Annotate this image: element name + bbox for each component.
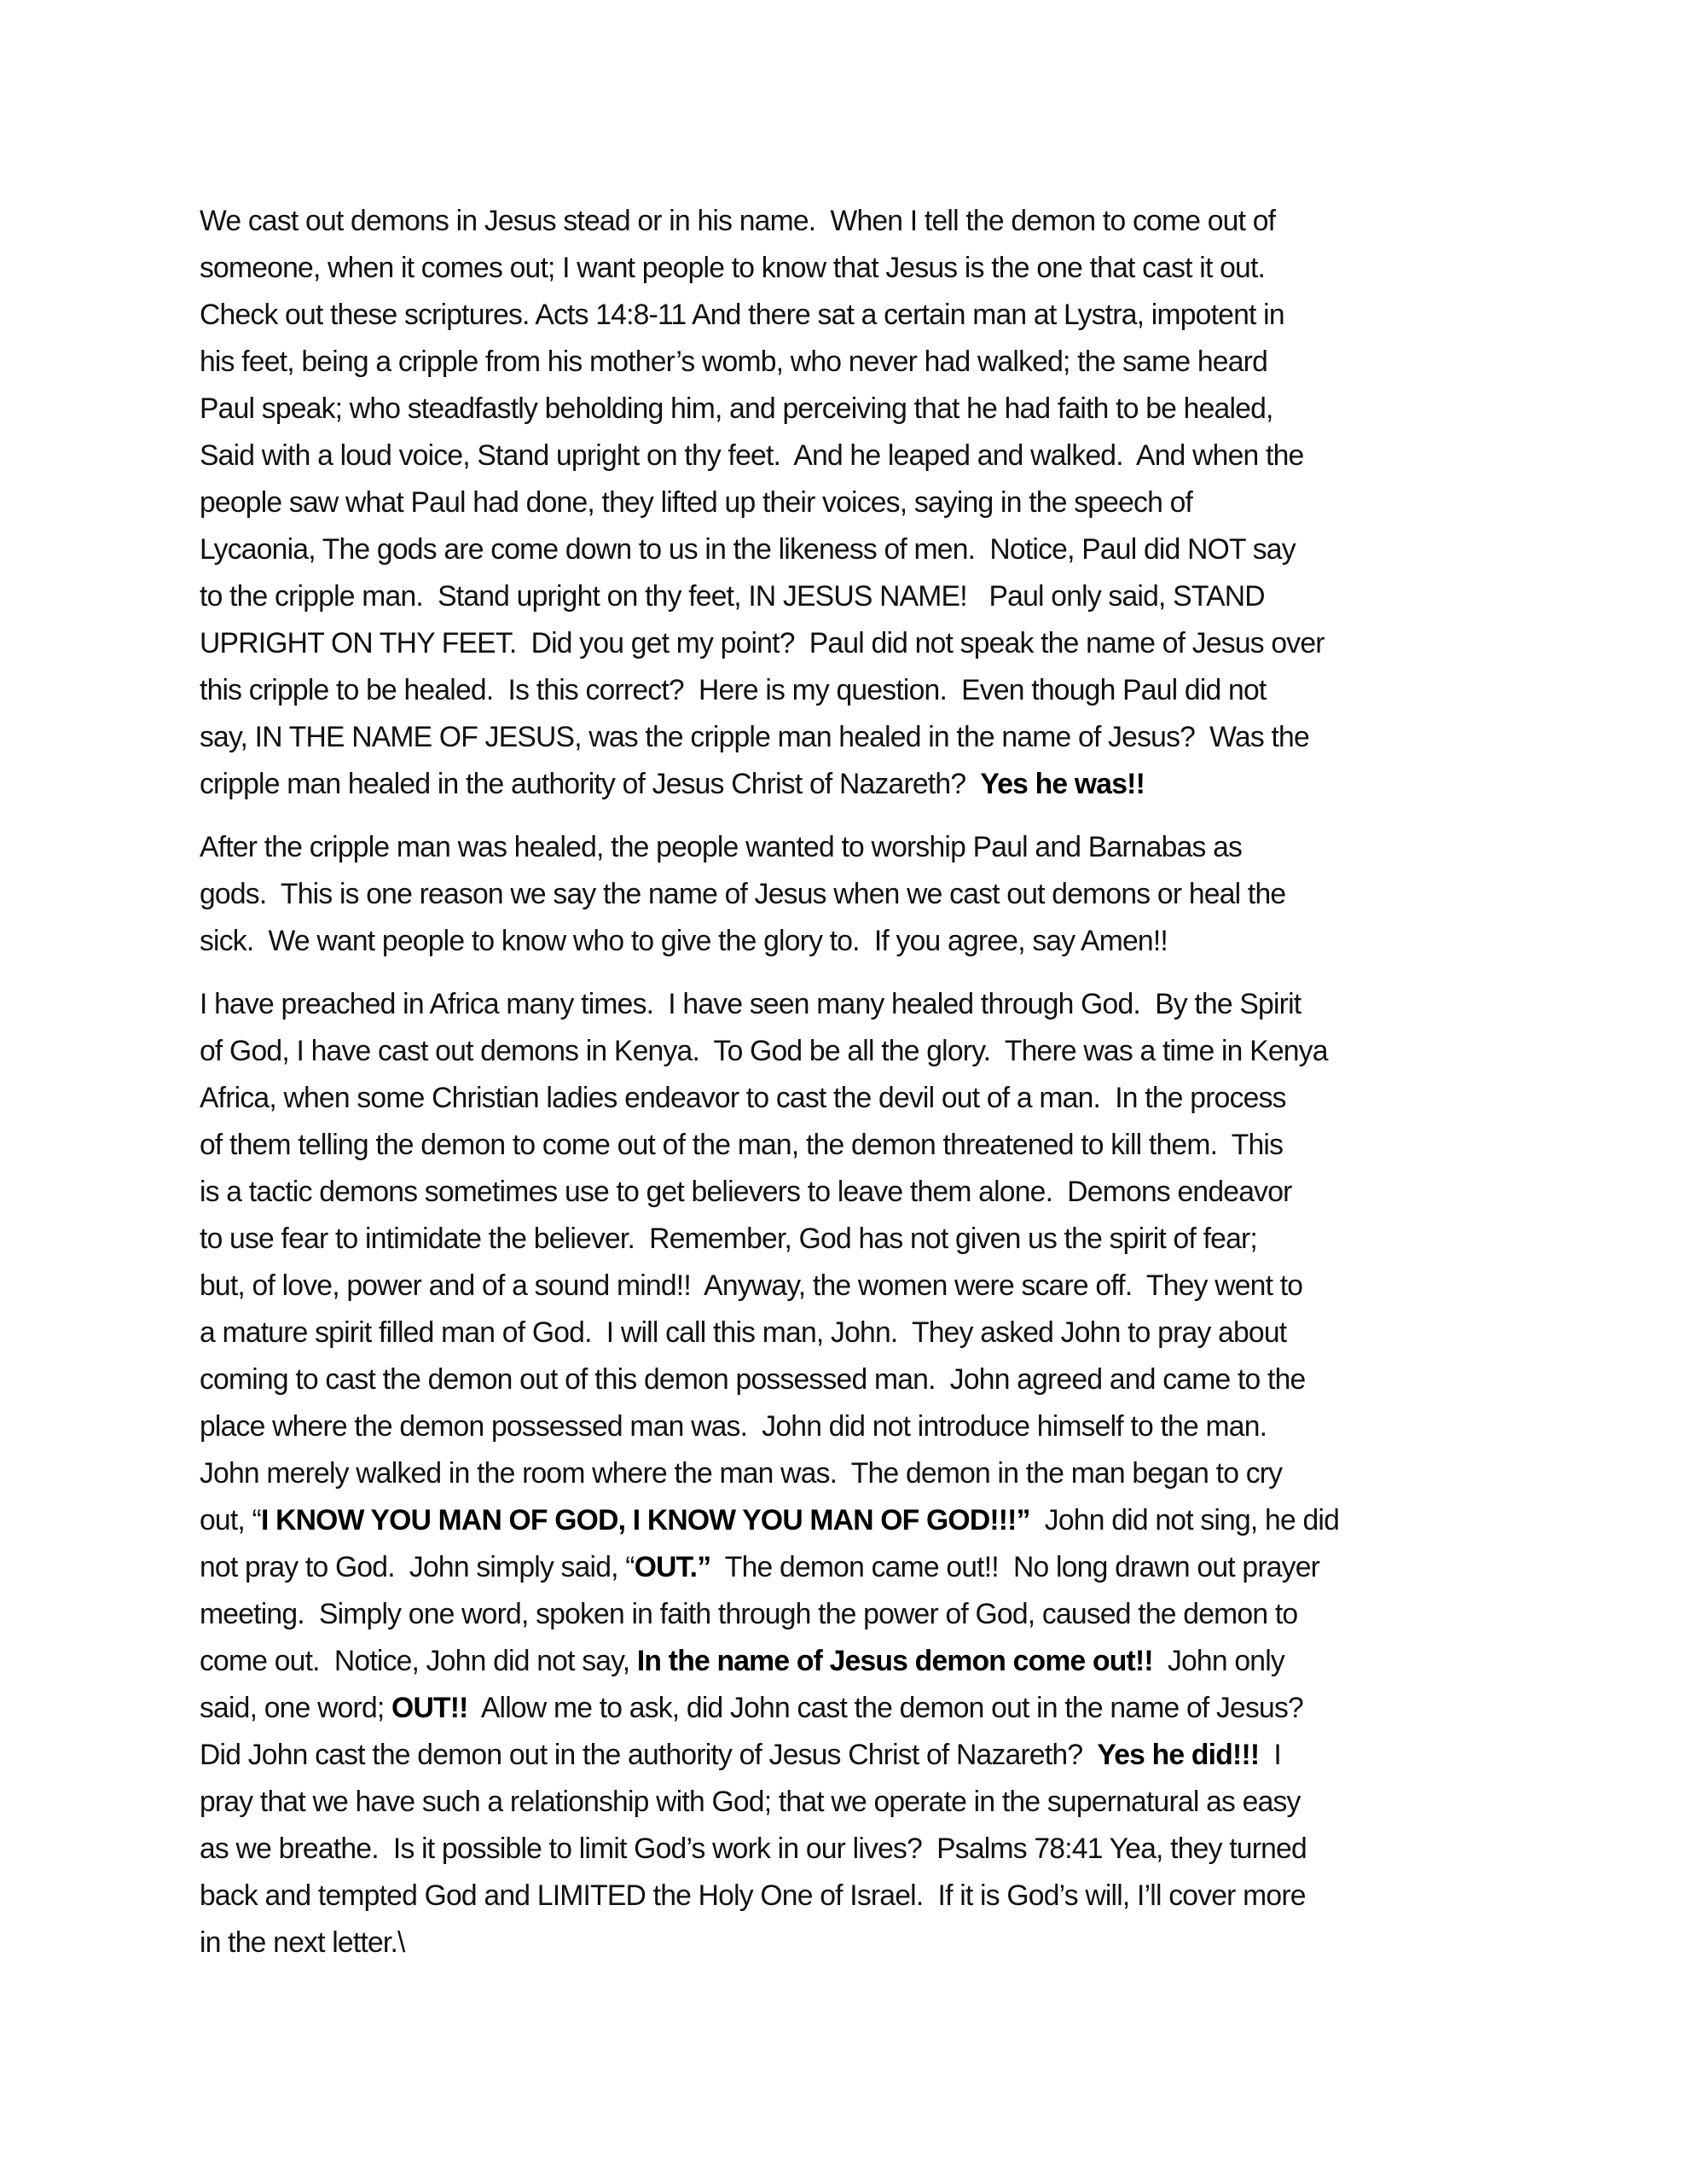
text-run: I (1259, 1739, 1282, 1771)
text-run: Africa, when some Christian ladies endeavor to cast the devil out of a man. In the process (200, 1082, 1286, 1114)
text-line (200, 1920, 1517, 1966)
text-run: back and tempted God and LIMITED the Holy One of Israel. If it is God’s will, I’ll cover more (200, 1879, 1306, 1912)
text-line (200, 1075, 1517, 1122)
text-run: cripple man healed in the authority of Jesus Christ of Nazareth? (200, 768, 981, 800)
text-run: in the next letter.\ (200, 1926, 405, 1959)
text-run: UPRIGHT ON THY FEET. Did you get my point? Paul did not speak the name of Jesus over (200, 627, 1325, 659)
text-run: of them telling the demon to come out of the man, the demon threatened to kill them. This (200, 1129, 1284, 1161)
text-line (200, 339, 1517, 386)
text-run: said, one word; (200, 1692, 392, 1724)
text-line (200, 1310, 1517, 1356)
bold-text: I KNOW YOU MAN OF GOD, I KNOW YOU MAN OF GOD!!!” (260, 1504, 1030, 1536)
text-run: out, “ (200, 1504, 261, 1536)
text-run: Check out these scriptures. Acts 14:8-11 And there sat a certain man at Lystra, impotent in (200, 299, 1284, 331)
text-line (200, 620, 1517, 667)
text-line (200, 1356, 1517, 1403)
text-line (200, 824, 1517, 871)
text-run: Said with a loud voice, Stand upright on thy feet. And he leaped and walked. And when the (200, 439, 1304, 472)
text-run: Allow me to ask, did John cast the demon out in the name of Jesus? (467, 1692, 1303, 1724)
text-line (200, 1497, 1517, 1544)
text-run: say, IN THE NAME OF JESUS, was the cripple man healed in the name of Jesus? Was the (200, 721, 1309, 753)
text-line (200, 1028, 1517, 1075)
text-line (200, 918, 1517, 965)
text-run: a mature spirit filled man of God. I will call this man, John. They asked John to pray about (200, 1316, 1287, 1349)
text-run: gods. This is one reason we say the name of Jesus when we cast out demons or heal the (200, 878, 1286, 910)
text-line (200, 667, 1517, 714)
text-line (200, 1779, 1517, 1826)
text-run: John did not sing, he did (1029, 1504, 1340, 1536)
text-run: as we breathe. Is it possible to limit God’s work in our lives? Psalms 78:41 Yea, they turned (200, 1833, 1307, 1865)
bold-text: OUT.” (634, 1551, 711, 1583)
text-line (200, 433, 1517, 479)
text-line (200, 1403, 1517, 1450)
text-line (200, 1544, 1517, 1591)
paragraph (200, 198, 1530, 808)
text-run: but, of love, power and of a sound mind!! Anyway, the women were scare off. They went to (200, 1269, 1303, 1302)
text-run: someone, when it comes out; I want people to know that Jesus is the one that cast it out. (200, 252, 1266, 284)
text-line (200, 1638, 1517, 1685)
text-line (200, 1732, 1517, 1779)
text-line (200, 714, 1517, 761)
text-run: John merely walked in the room where the man was. The demon in the man began to cry (200, 1457, 1283, 1490)
text-line (200, 1122, 1517, 1169)
text-run: not pray to God. John simply said, “ (200, 1551, 635, 1583)
text-line (200, 1591, 1517, 1638)
text-line (200, 573, 1517, 620)
text-run: Paul speak; who steadfastly beholding him, and perceiving that he had faith to be healed, (200, 392, 1273, 425)
text-run: John only (1152, 1645, 1284, 1677)
text-run: Lycaonia, The gods are come down to us in the likeness of men. Notice, Paul did NOT say (200, 533, 1296, 566)
text-run: people saw what Paul had done, they lifted up their voices, saying in the speech of (200, 486, 1193, 519)
text-run: is a tactic demons sometimes use to get believers to leave them alone. Demons endeavor (200, 1176, 1292, 1208)
bold-text: In the name of Jesus demon come out!! (636, 1645, 1153, 1677)
text-line (200, 1263, 1517, 1310)
bold-text: OUT!! (391, 1692, 468, 1724)
text-line (200, 386, 1517, 433)
text-line (200, 871, 1517, 918)
text-line (200, 1826, 1517, 1873)
text-run: I have preached in Africa many times. I have seen many healed through God. By the Spirit (200, 988, 1301, 1020)
text-run: We cast out demons in Jesus stead or in his name. When I tell the demon to come out of (200, 205, 1276, 237)
text-line (200, 1169, 1517, 1216)
bold-text: Yes he was!! (980, 768, 1145, 800)
text-run: sick. We want people to know who to give the glory to. If you agree, say Amen!! (200, 925, 1168, 957)
paragraph (200, 981, 1530, 1966)
text-run: come out. Notice, John did not say, (200, 1645, 637, 1677)
text-run: to use fear to intimidate the believer. Remember, God has not given us the spirit of fear; (200, 1223, 1257, 1255)
text-run: Did John cast the demon out in the authority of Jesus Christ of Nazareth? (200, 1739, 1098, 1771)
text-line (200, 1450, 1517, 1497)
text-run: After the cripple man was healed, the people wanted to worship Paul and Barnabas as (200, 831, 1243, 863)
text-run: coming to cast the demon out of this demon possessed man. John agreed and came to the (200, 1363, 1306, 1396)
document-page (200, 198, 1530, 1983)
text-line (200, 761, 1517, 808)
text-run: of God, I have cast out demons in Kenya. To God be all the glory. There was a time in Kenya (200, 1035, 1328, 1067)
text-run: place where the demon possessed man was. John did not introduce himself to the man. (200, 1410, 1267, 1443)
text-run: The demon came out!! No long drawn out prayer (710, 1551, 1320, 1583)
paragraph (200, 824, 1530, 965)
bold-text: Yes he did!!! (1097, 1739, 1260, 1771)
text-run: his feet, being a cripple from his mother’s womb, who never had walked; the same heard (200, 346, 1268, 378)
text-line (200, 1685, 1517, 1732)
text-run: this cripple to be healed. Is this correct? Here is my question. Even though Paul did not (200, 674, 1267, 706)
text-line (200, 479, 1517, 526)
text-line (200, 198, 1517, 245)
text-line (200, 1873, 1517, 1920)
text-line (200, 1216, 1517, 1263)
text-line (200, 292, 1517, 339)
text-run: pray that we have such a relationship with God; that we operate in the supernatural as easy (200, 1786, 1301, 1818)
text-line (200, 526, 1517, 573)
text-line (200, 981, 1517, 1028)
text-run: meeting. Simply one word, spoken in faith through the power of God, caused the demon to (200, 1598, 1298, 1630)
text-line (200, 245, 1517, 292)
text-run: to the cripple man. Stand upright on thy feet, IN JESUS NAME! Paul only said, STAND (200, 580, 1265, 613)
